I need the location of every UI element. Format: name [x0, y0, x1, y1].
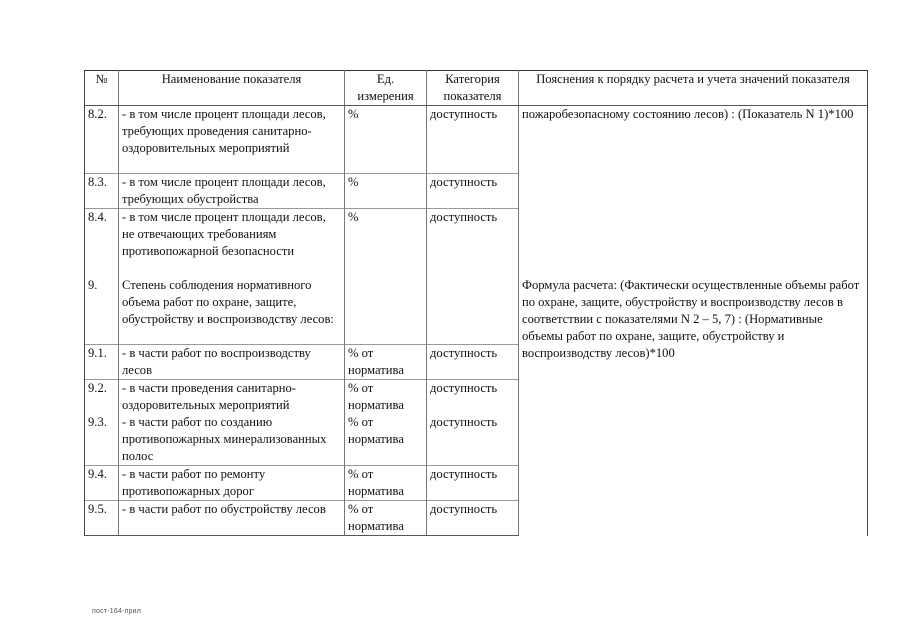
- note-block-2: Формула расчета: (Фактически осуществленные объемы работ по охране, защите, обустройству и воспроизводству лесов в соответствии с показателями N 2 – 5, 7) : (Нормативные объемы работ по охране, защите, обустройству и воспроизводству лесов)*100: [519, 277, 868, 536]
- row-unit: %: [345, 106, 427, 174]
- header-unit: Ед. измерения: [345, 71, 427, 106]
- row-category: доступность: [427, 466, 519, 501]
- row-unit: % от норматива: [345, 466, 427, 501]
- row-unit: % от норматива: [345, 501, 427, 536]
- row-category: доступность: [427, 209, 519, 277]
- row-unit: % от норматива: [345, 380, 427, 415]
- row-category: доступность: [427, 106, 519, 174]
- row-unit: % от норматива: [345, 414, 427, 466]
- header-category: Категория показателя: [427, 71, 519, 106]
- row-num: 9.1.: [85, 345, 119, 380]
- row-unit: % от норматива: [345, 345, 427, 380]
- indicator-table: [84, 70, 868, 536]
- table-header-row: [85, 71, 868, 106]
- row-name: Степень соблюдения нормативного объема работ по охране, защите, обустройству и воспроизводству лесов:: [119, 277, 345, 345]
- row-num: 8.3.: [85, 174, 119, 209]
- row-num: 8.4.: [85, 209, 119, 277]
- row-name: - в части проведения санитарно-оздоровительных мероприятий: [119, 380, 345, 415]
- header-name: Наименование показателя: [119, 71, 345, 106]
- note-block-1: пожаробезопасному состоянию лесов) : (Показатель N 1)*100: [519, 106, 868, 277]
- row-category: доступность: [427, 174, 519, 209]
- table-row: [85, 106, 868, 174]
- row-category: доступность: [427, 345, 519, 380]
- row-category: доступность: [427, 380, 519, 415]
- header-note: Пояснения к порядку расчета и учета значений показателя: [519, 71, 868, 106]
- row-name: - в части работ по ремонту противопожарных дорог: [119, 466, 345, 501]
- row-name: - в части работ по обустройству лесов: [119, 501, 345, 536]
- header-num: №: [85, 71, 119, 106]
- row-unit: %: [345, 209, 427, 277]
- row-name: - в части работ по созданию противопожарных минерализованных полос: [119, 414, 345, 466]
- row-unit: [345, 277, 427, 345]
- row-name: - в том числе процент площади лесов, требующих проведения санитарно-оздоровительных мероприятий: [119, 106, 345, 174]
- row-num: 9.: [85, 277, 119, 345]
- row-num: 8.2.: [85, 106, 119, 174]
- footer-file-mark: пост-164-прил: [92, 608, 142, 615]
- row-name: - в том числе процент площади лесов, требующих обустройства: [119, 174, 345, 209]
- row-category: доступность: [427, 414, 519, 466]
- row-num: 9.2.: [85, 380, 119, 415]
- row-category: [427, 277, 519, 345]
- row-num: 9.3.: [85, 414, 119, 466]
- row-name: - в части работ по воспроизводству лесов: [119, 345, 345, 380]
- row-name: - в том числе процент площади лесов, не отвечающих требованиям противопожарной безопасности: [119, 209, 345, 277]
- row-num: 9.5.: [85, 501, 119, 536]
- row-num: 9.4.: [85, 466, 119, 501]
- table-row: [85, 277, 868, 345]
- row-unit: %: [345, 174, 427, 209]
- row-category: доступность: [427, 501, 519, 536]
